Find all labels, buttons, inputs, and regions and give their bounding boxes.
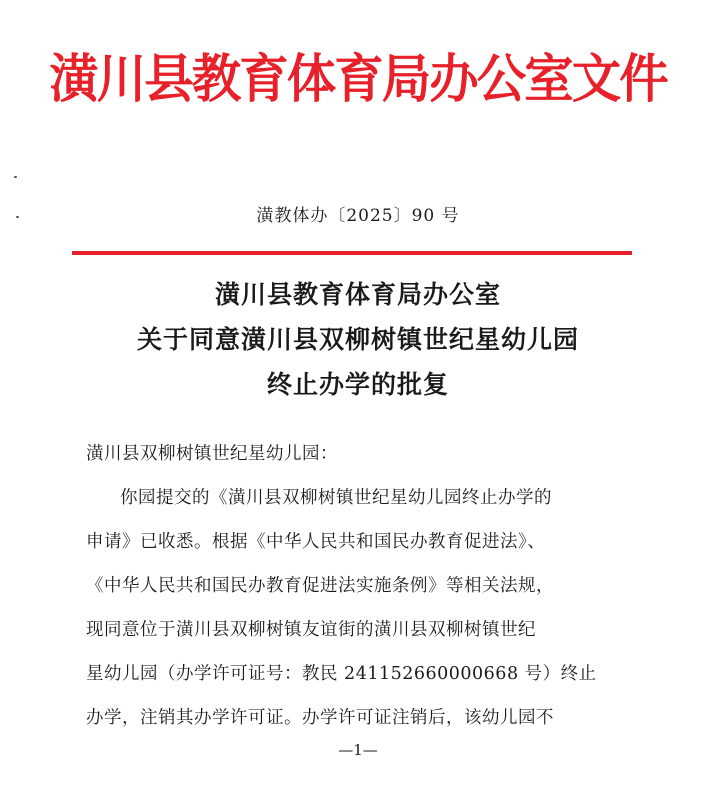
heading-line-1: 潢川县教育体育局办公室 <box>214 280 501 309</box>
body-line: 申请》已收悉。根据《中华人民共和国民办教育促进法》、 <box>86 532 546 552</box>
body-line: 你园提交的《潢川县双柳树镇世纪星幼儿园终止办学的 <box>120 488 552 508</box>
heading-line-2: 关于同意潢川县双柳树镇世纪星幼儿园 <box>136 325 579 354</box>
scan-speck <box>14 176 17 178</box>
body-line: 办学，注销其办学许可证。办学许可证注销后，该幼儿园不 <box>86 708 554 728</box>
scan-speck <box>16 216 19 218</box>
red-divider-line <box>72 251 632 255</box>
masthead-title: 潢川县教育体育局办公室文件 <box>49 50 667 110</box>
body-line: 星幼儿园（办学许可证号：教民 241152660000668 号）终止 <box>86 664 597 684</box>
heading-line-3: 终止办学的批复 <box>266 370 449 399</box>
document-number: 潢教体办〔2025〕90 号 <box>256 206 460 226</box>
page-number: —1— <box>338 741 378 759</box>
salutation: 潢川县双柳树镇世纪星幼儿园： <box>86 444 338 464</box>
body-line: 《中华人民共和国民办教育促进法实施条例》等相关法规， <box>86 576 554 596</box>
body-line: 现同意位于潢川县双柳树镇友谊街的潢川县双柳树镇世纪 <box>86 620 536 640</box>
